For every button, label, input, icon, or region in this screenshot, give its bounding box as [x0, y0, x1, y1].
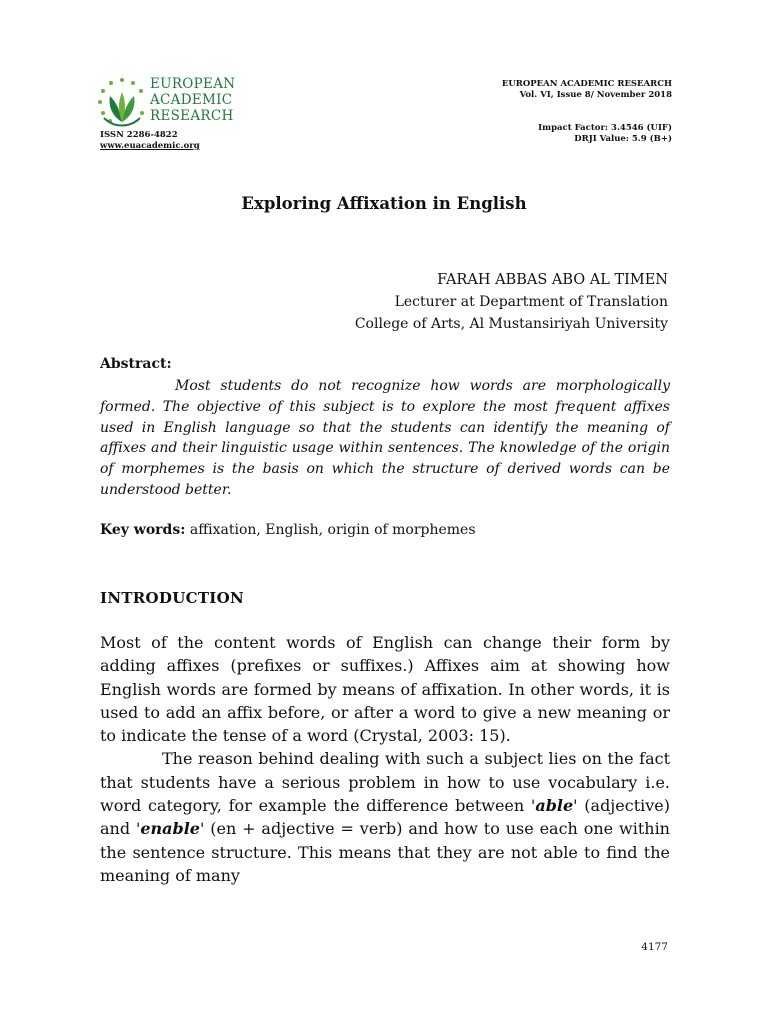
author-name: FARAH ABBAS ABO AL TIMEN: [437, 272, 668, 288]
paper-title: Exploring Affixation in English: [241, 194, 527, 213]
emphasis-term: enable: [140, 819, 200, 839]
volume-issue: Vol. VI, Issue 8/ November 2018: [519, 90, 672, 100]
abstract-heading: Abstract:: [100, 356, 172, 372]
abstract-text: Most students do not recognize how words are morphologically formed. The objective of this subject is to explore the most frequent affixes used in English language so that the students can identify the meaning of affixes and their linguistic usage within sentences. The knowledge of the origin of morphemes is the basis on which the structure of derived words can be understood better.: [100, 378, 670, 498]
website-link[interactable]: www.euacademic.org: [100, 141, 200, 151]
author-affiliation: Lecturer at Department of Translation: [394, 294, 668, 310]
keywords-label: Key words:: [100, 522, 186, 538]
section-heading: INTRODUCTION: [100, 589, 245, 607]
keywords: [100, 522, 476, 538]
impact-factor: Impact Factor: 3.4546 (UIF): [538, 123, 672, 133]
logo-text: [150, 76, 235, 124]
journal-logo: [96, 76, 256, 132]
text-run: ' (en + adjective = verb) and how to use each one within the sentence structure. This means that they are not able to find the meaning of many: [100, 819, 670, 885]
logo-line: EUROPEAN: [150, 76, 236, 92]
body-text: [100, 631, 670, 887]
leaf-wreath-icon: [96, 76, 148, 132]
journal-info: [502, 79, 672, 101]
logo-line: ACADEMIC: [150, 92, 233, 108]
emphasis-term: able: [535, 796, 574, 816]
paragraph: Most of the content words of English can change their form by adding affixes (prefixes or suffixes.) Affixes aim at showing how English words are formed by means of affixation. In other words, it is used to add an affix before, or after a word to give a new meaning or to indicate the tense of a word (Crystal, 2003: 15).: [100, 633, 670, 746]
author-block: [355, 269, 668, 335]
drji-value: DRJI Value: 5.9 (B+): [574, 134, 672, 144]
text-run: ' (adjective) and ': [100, 796, 670, 839]
keywords-text: affixation, English, origin of morphemes: [185, 522, 476, 538]
logo-line: RESEARCH: [150, 108, 234, 124]
paragraph: [100, 747, 670, 887]
author-affiliation: College of Arts, Al Mustansiriyah University: [354, 316, 668, 332]
issn: ISSN 2286-4822: [100, 130, 178, 140]
text-run: The reason behind dealing with such a subject lies on the fact that students have a serious problem in how to use vocabulary i.e. word category, for example the difference between ': [100, 749, 670, 816]
journal-metrics: [538, 123, 672, 145]
journal-name: EUROPEAN ACADEMIC RESEARCH: [501, 79, 672, 89]
page-number: 4177: [641, 941, 668, 953]
